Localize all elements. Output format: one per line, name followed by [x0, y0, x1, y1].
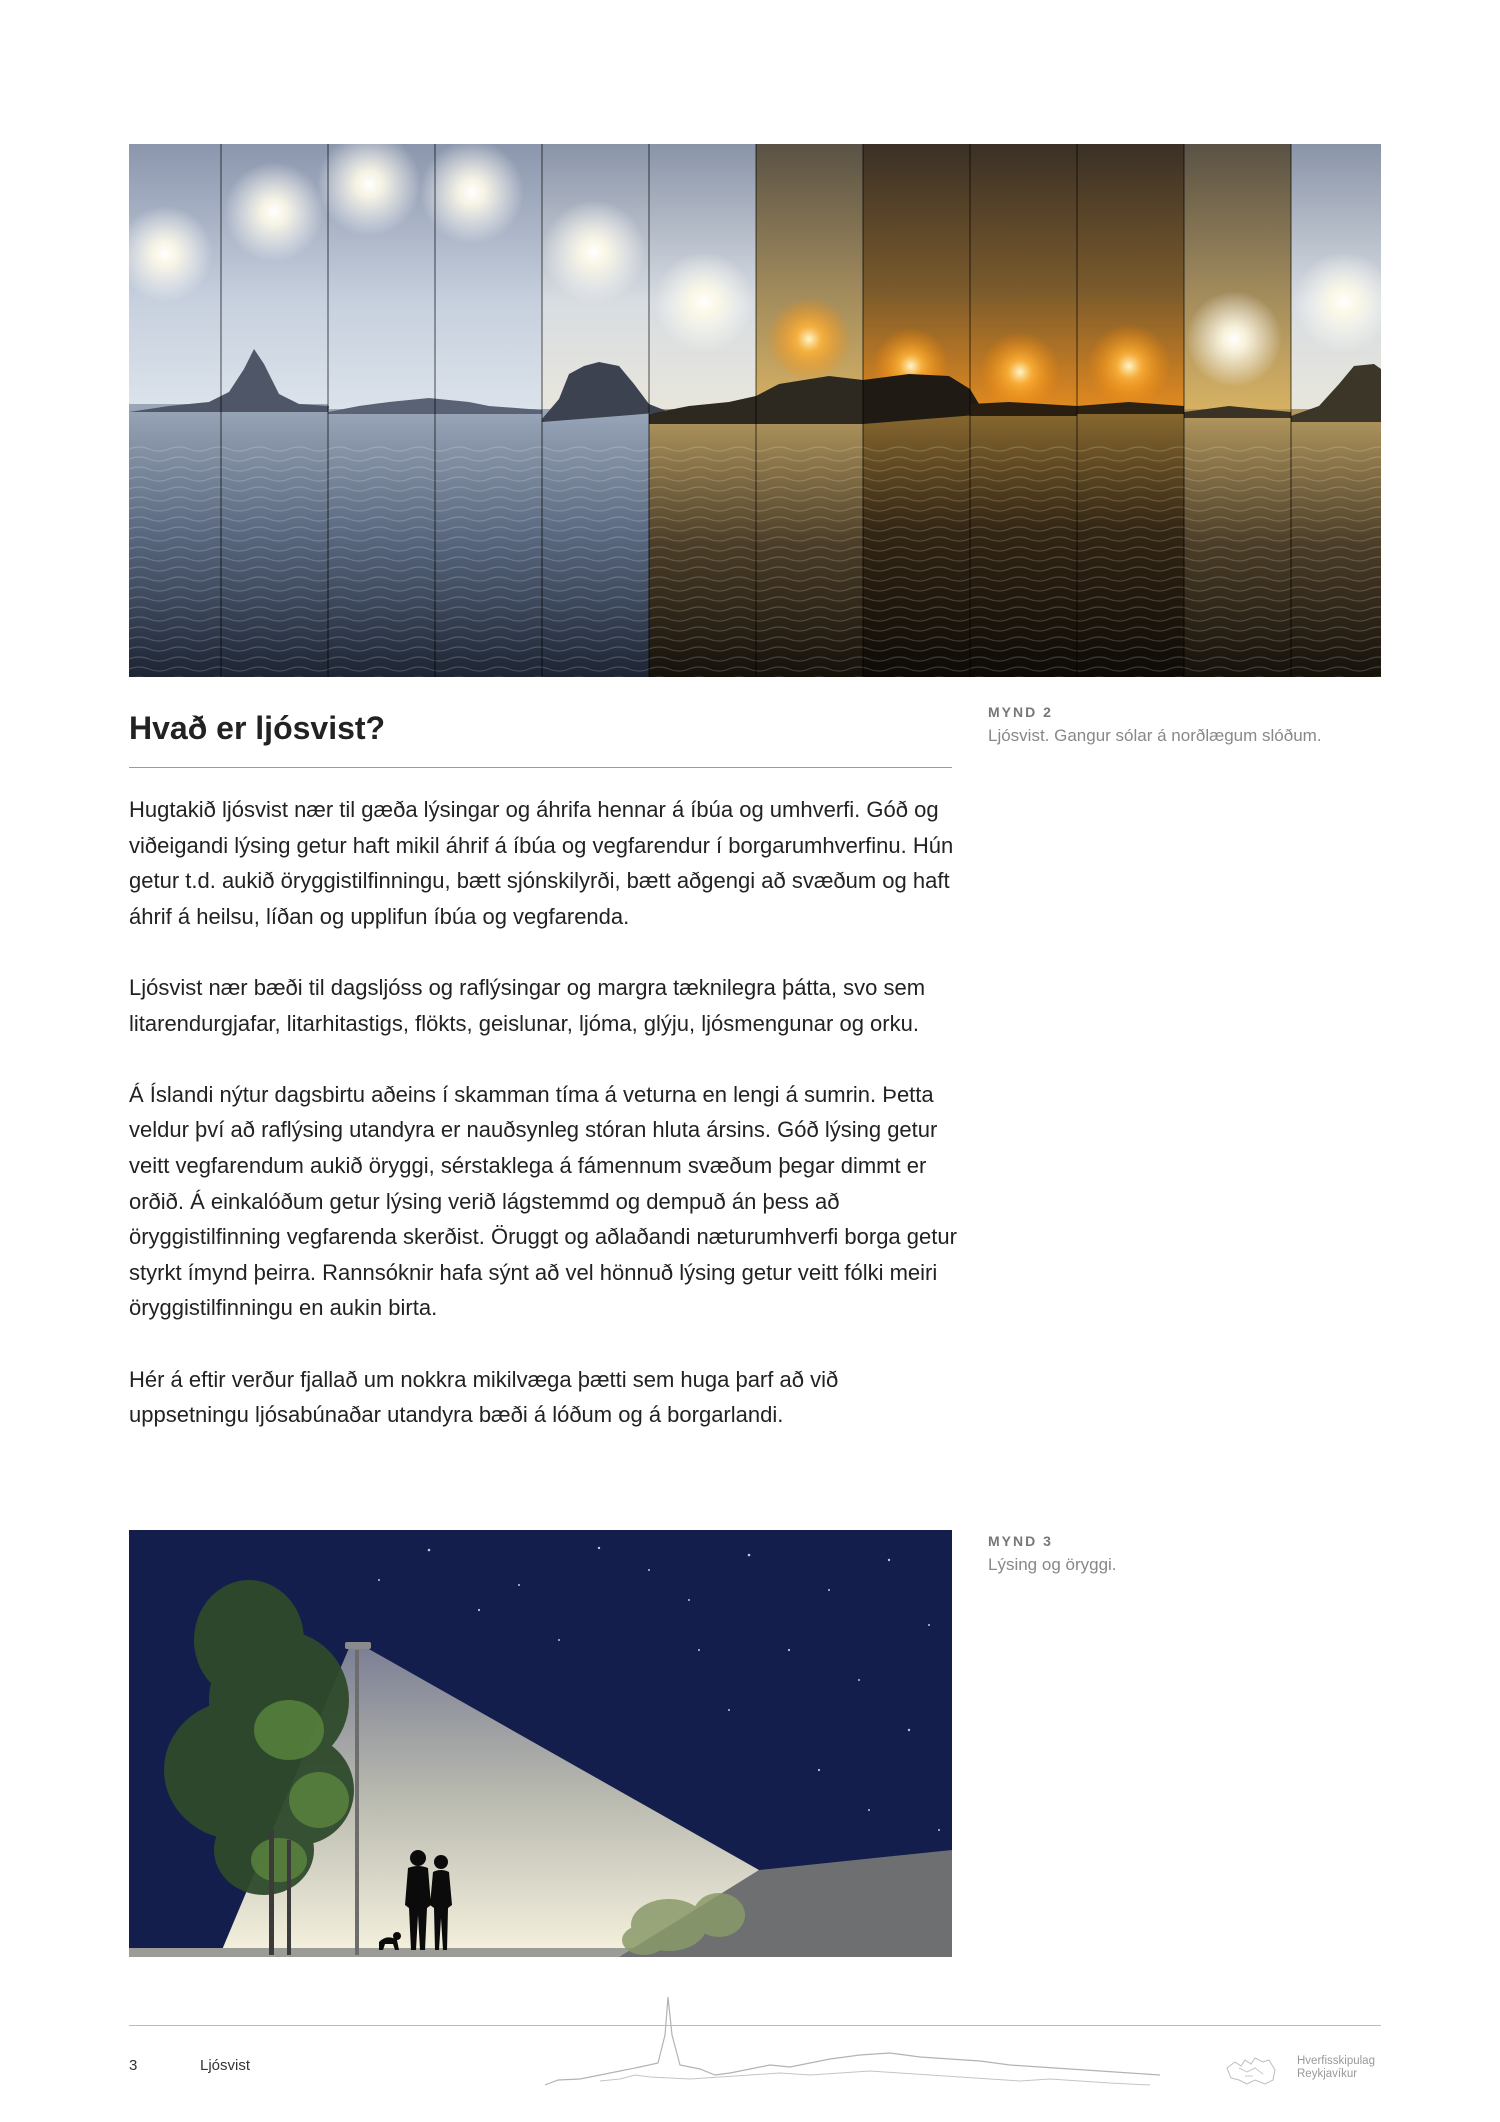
page-number: 3 — [129, 2057, 138, 2074]
figure-3-label: MYND 3 — [988, 1533, 1053, 1549]
city-skyline-drawing — [540, 1995, 1170, 2095]
paragraph-3: Á Íslandi nýtur dagsbirtu aðeins í skamman tíma á veturna en lengi á sumrin. Þetta veldur því að raflýsing utandyra er nauðsynleg stóran hluta ársins. Góð lýsing getur veitt vegfarendum aukið öryggi, sérstaklega á fámennum svæðum þegar dimmt er orðið. Á einkalóðum getur lýsing verið lágstemmd og dempuð án þess að öryggistilfinning vegfarenda skerðist. Öruggt og aðlaðandi næturumhverfi borga getur styrkt ímynd þeirra. Rannsóknir hafa sýnt að vel hönnuð lýsing getur veitt fólki meiri öryggistilfinningu en aukin birta. — [129, 1081, 957, 1321]
organization-name — [1297, 2055, 1375, 2081]
figure-3-caption — [988, 1533, 1117, 1575]
heading-divider — [129, 767, 952, 768]
figure-3-caption-text: Lýsing og öryggi. — [988, 1555, 1117, 1574]
organization-line-1: Hverfisskipulag — [1297, 2055, 1375, 2067]
body-text — [129, 792, 959, 1468]
figure-2-caption-text: Ljósvist. Gangur sólar á norðlægum slóðum. — [988, 726, 1322, 745]
organization-line-2: Reykjavíkur — [1297, 2068, 1358, 2080]
section-title: Hvað er ljósvist? — [129, 710, 386, 746]
footer-title: Ljósvist — [200, 2057, 251, 2074]
sun-path-panorama — [129, 144, 1381, 677]
paragraph-1: Hugtakið ljósvist nær til gæða lýsingar og áhrifa hennar á íbúa og umhverfi. Góð og viðeigandi lýsing getur haft mikil áhrif á íbúa og vegfarendur í borgarumhverfinu. Hún getur t.d. aukið öryggistilfinningu, bætt sjónskilyrði, bætt aðgengi að svæðum og haft áhrif á heilsu, líðan og upplifun íbúa og vegfarenda. — [129, 797, 954, 929]
paragraph-4: Hér á eftir verður fjallað um nokkra mikilvæga þætti sem huga þarf að við uppsetningu ljósabúnaðar utandyra bæði á lóðum og á borgarlandi. — [129, 1366, 839, 1428]
figure-2-caption — [988, 704, 1322, 746]
figure-2-label: MYND 2 — [988, 704, 1053, 720]
paragraph-2: Ljósvist nær bæði til dagsljóss og raflýsingar og margra tæknilegra þátta, svo sem litarendurgjafar, litarhitastigs, flökts, geislunar, ljóma, glýju, ljósmengunar og orku. — [129, 974, 926, 1036]
street-light-night-illustration — [129, 1530, 952, 1957]
